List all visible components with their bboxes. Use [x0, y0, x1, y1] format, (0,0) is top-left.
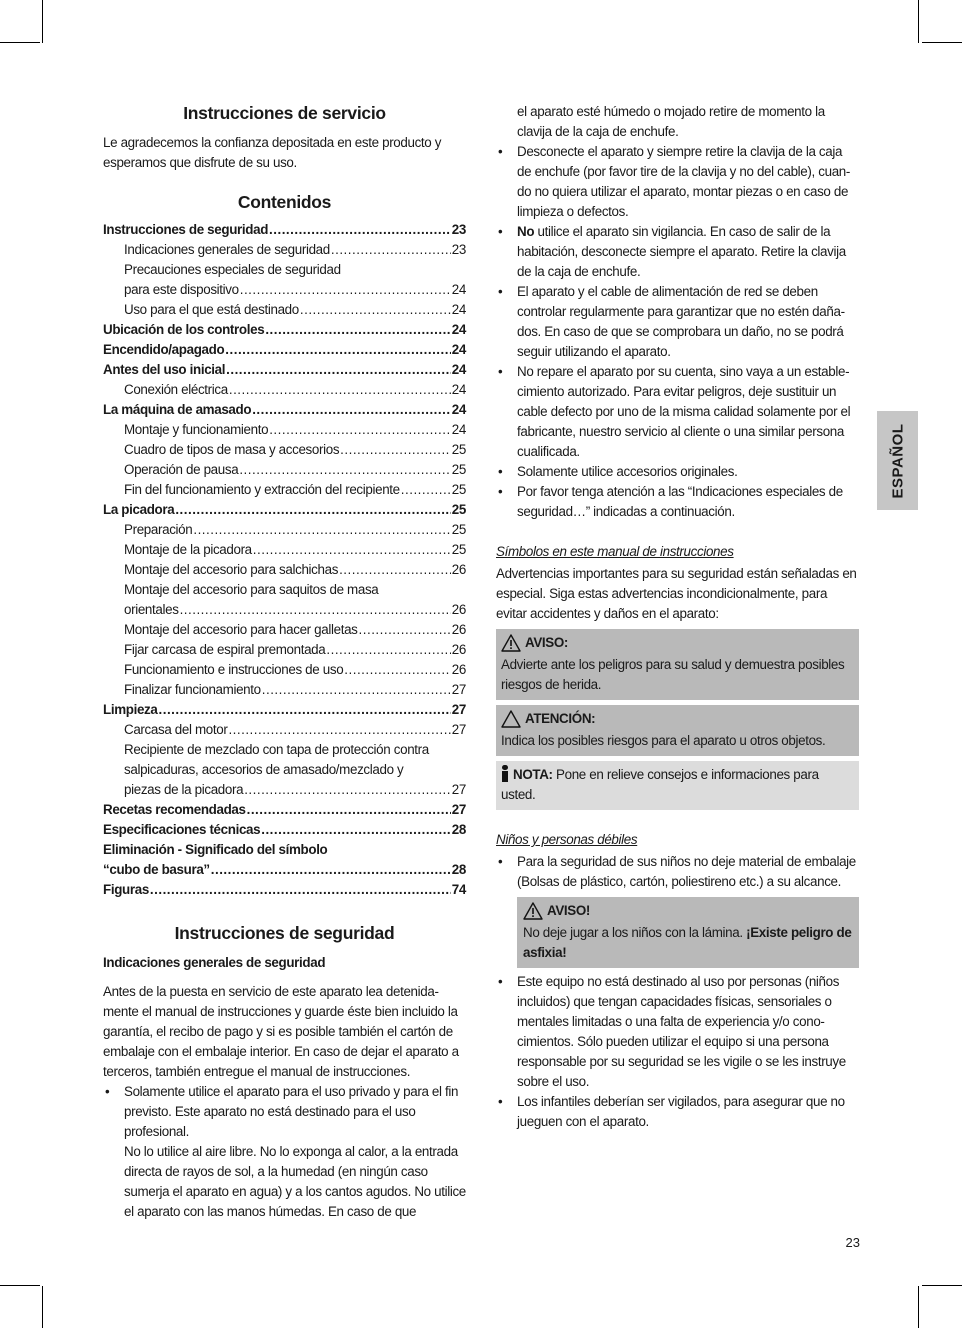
bullet-icon: •: [498, 1094, 503, 1109]
children-list: [496, 852, 859, 892]
nota-label: NOTA:: [513, 767, 553, 782]
toc-entry[interactable]: Montaje y funcionamiento ..... 24: [103, 420, 466, 440]
safety-list-continued: [496, 102, 859, 522]
info-icon: [501, 765, 509, 782]
list-item-text: Por favor tenga atención a las “Indicaciones especiales de seguridad…” indicadas a continuación.: [517, 484, 843, 519]
list-item: [496, 362, 859, 462]
list-item: [496, 972, 859, 1092]
warning-triangle-icon: [523, 902, 543, 920]
toc-entry[interactable]: orientales ..... 26: [103, 600, 466, 620]
crop-mark: [0, 1285, 40, 1286]
atencion-label: ATENCIÓN:: [525, 711, 596, 726]
toc-entry[interactable]: Especificaciones técnicas ..... 28: [103, 820, 466, 840]
list-item: [103, 1082, 466, 1222]
toc-entry[interactable]: Carcasa del motor ..... 27: [103, 720, 466, 740]
toc-entry[interactable]: Montaje de la picadora ..... 25: [103, 540, 466, 560]
toc-entry[interactable]: piezas de la picadora ..... 27: [103, 780, 466, 800]
toc-entry-line[interactable]: Precauciones especiales de seguridad: [124, 262, 341, 277]
crop-mark: [42, 0, 43, 43]
aviso-asfixia-text: No deje jugar a los niños con la lámina.: [523, 925, 747, 940]
list-item-text: Este equipo no está destinado al uso por personas (niños incluidos) que tengan capacidades físicas, sensoriales o mentales limitadas o una falta de experiencia y/o cono-cimientos. Sólo pueden utilizar el equipo si una persona responsable por su seguridad se les vigile o se les instruye sobre el uso.: [517, 974, 846, 1089]
aviso-asfixia-emphasis: ¡Existe peligro de asfixia!: [523, 925, 852, 960]
toc-entry[interactable]: Fijar carcasa de espiral premontada ..... 26: [103, 640, 466, 660]
nota-box: [496, 761, 859, 810]
bullet-icon: •: [105, 1084, 110, 1099]
toc-entry[interactable]: Montaje del accesorio para hacer galletas ..... 26: [103, 620, 466, 640]
emphasis-text: No: [517, 224, 535, 239]
section-title-simbolos: Símbolos en este manual de instrucciones: [496, 544, 734, 559]
toc-entry[interactable]: Antes del uso inicial ..... 24: [103, 360, 466, 380]
list-item: [496, 1092, 859, 1132]
children-list-cont: [496, 972, 859, 1132]
toc-entry[interactable]: “cubo de basura” ..... 28: [103, 860, 466, 880]
list-item-text: El aparato y el cable de alimentación de red se deben controlar regularmente para garantizar que no estén daña-dos. En caso de que se comprobara un daño, no se podrá seguir utilizando el aparato.: [517, 284, 845, 359]
toc-entry[interactable]: Conexión eléctrica ..... 24: [103, 380, 466, 400]
toc-entry-line[interactable]: Montaje del accesorio para saquitos de masa: [124, 582, 379, 597]
toc-entry[interactable]: Ubicación de los controles ..... 24: [103, 320, 466, 340]
safety-list: [103, 1082, 466, 1222]
atencion-box: [496, 705, 859, 756]
aviso-asfixia-box: [517, 897, 859, 968]
language-tab-label: ESPAÑOL: [889, 423, 906, 498]
symbols-text: Advertencias importantes para su seguridad están señaladas en especial. Siga estas advertencias incondicionalmente, para evitar accidentes y daños en el aparato:: [496, 566, 857, 621]
crop-mark: [918, 1286, 919, 1328]
toc-entry[interactable]: Limpieza ..... 27: [103, 700, 466, 720]
crop-mark: [918, 0, 919, 43]
list-item: [496, 852, 859, 892]
crop-mark: [42, 1286, 43, 1328]
toc-entry[interactable]: Funcionamiento e instrucciones de uso ..... 26: [103, 660, 466, 680]
toc-entry[interactable]: Preparación ..... 25: [103, 520, 466, 540]
nota-text: Pone en relieve consejos e informaciones para usted.: [501, 767, 819, 802]
toc-entry[interactable]: Indicaciones generales de seguridad ..... 23: [103, 240, 466, 260]
list-item-text: No repare el aparato por su cuenta, sino vaya a un estable-cimiento autorizado. Para evitar peligros, deje sustituir un cable defecto por uno de la misma calidad solamente por el fabricante, nuestro servicio al cliente o una similar persona cualificada.: [517, 364, 851, 459]
list-item-text: el aparato esté húmedo o mojado retire de momento la clavija de la caja de enchufe.: [517, 104, 825, 139]
aviso-asfixia-label: AVISO!: [547, 903, 591, 918]
toc-entry[interactable]: para este dispositivo ..... 24: [103, 280, 466, 300]
title-instrucciones-servicio: Instrucciones de servicio: [183, 103, 386, 123]
aviso-asfixia-body: [523, 923, 853, 963]
bullet-icon: •: [498, 974, 503, 989]
table-of-contents: [103, 220, 466, 900]
list-item-text: Los infantiles deberían ser vigilados, para asegurar que no jueguen con el aparato.: [517, 1094, 845, 1129]
list-item: [496, 142, 859, 222]
bullet-icon: •: [498, 284, 503, 299]
list-item: [496, 482, 859, 522]
left-column: [103, 102, 466, 1222]
intro-text: Le agradecemos la confianza depositada en este producto y esperamos que disfrute de su uso.: [103, 135, 442, 170]
toc-entry[interactable]: Finalizar funcionamiento ..... 27: [103, 680, 466, 700]
bullet-icon: •: [498, 484, 503, 499]
list-item-text: Para la seguridad de sus niños no deje material de embalaje (Bolsas de plástico, cartón, poliestireno etc.) a su alcance.: [517, 854, 856, 889]
toc-entry[interactable]: Figuras ..... 74: [103, 880, 466, 900]
toc-entry[interactable]: Uso para el que está destinado ..... 24: [103, 300, 466, 320]
aviso-box: [496, 629, 859, 700]
list-item: [496, 282, 859, 362]
toc-entry[interactable]: Montaje del accesorio para salchichas ..... 26: [103, 560, 466, 580]
list-item-text: Solamente utilice accesorios originales.: [517, 464, 738, 479]
section-title-ninos: Niños y personas débiles: [496, 832, 638, 847]
warning-triangle-icon: [501, 634, 521, 652]
crop-mark: [0, 42, 40, 43]
list-item-text: utilice el aparato sin vigilancia. En caso de salir de la habitación, desconecte siempre el aparato. Retire la clavija de la caja de enchufe.: [517, 224, 846, 279]
list-item: [496, 222, 859, 282]
toc-entry[interactable]: Fin del funcionamiento y extracción del recipiente ..... 25: [103, 480, 466, 500]
atencion-heading: [501, 709, 854, 729]
aviso-heading: [501, 633, 854, 653]
safety-intro-text: Antes de la puesta en servicio de este aparato lea detenida-mente el manual de instrucciones y guarde éste bien incluido la garantía, el recibo de pago y si es posible también el cartón de embalaje con el embalaje interior. En caso de dejar el aparato a terceros, también entregue el manual de instrucciones.: [103, 984, 459, 1079]
toc-entry[interactable]: Cuadro de tipos de masa y accesorios ..... 25: [103, 440, 466, 460]
page-number: 23: [845, 1235, 860, 1250]
aviso-label: AVISO:: [525, 635, 569, 650]
crop-mark: [922, 1285, 962, 1286]
bullet-icon: •: [498, 144, 503, 159]
atencion-text: Indica los posibles riesgos para el aparato u otros objetos.: [501, 733, 826, 748]
bullet-icon: •: [498, 224, 503, 239]
list-item-text: Desconecte el aparato y siempre retire la clavija de la caja de enchufe (por favor tire de la clavija y no del cable), cuan-do no quiera utilizar el aparato, montar piezas o en caso de limpieza o defectos.: [517, 144, 850, 219]
toc-entry-line[interactable]: Recipiente de mezclado con tapa de protección contra: [124, 742, 429, 757]
toc-entry-line[interactable]: salpicaduras, accesorios de amasado/mezclado y: [124, 762, 404, 777]
aviso-text: Advierte ante los peligros para su salud y demuestra posibles riesgos de herida.: [501, 657, 845, 692]
toc-entry[interactable]: La máquina de amasado ..... 24: [103, 400, 466, 420]
toc-entry[interactable]: La picadora ..... 25: [103, 500, 466, 520]
aviso-asfixia-heading: [523, 901, 853, 921]
crop-mark: [922, 42, 962, 43]
toc-entry[interactable]: Instrucciones de seguridad ..... 23: [103, 220, 466, 240]
list-item-text: Solamente utilice el aparato para el uso privado y para el fin previsto. Este aparato no está destinado para el uso profesional.: [124, 1084, 459, 1139]
list-item: [496, 102, 859, 142]
language-tab: [877, 411, 918, 510]
list-item-text: No lo utilice al aire libre. No lo exponga al calor, a la entrada directa de rayos de sol, a la humedad (en ningún caso sumerja el aparato en agua) y a los cantos agudos. No utilice el aparato con las manos húmedas. En caso de que: [124, 1144, 466, 1219]
title-contenidos: Contenidos: [237, 192, 332, 212]
list-item: [496, 462, 859, 482]
bullet-icon: •: [498, 464, 503, 479]
title-instrucciones-seguridad: Instrucciones de seguridad: [174, 923, 395, 943]
bullet-icon: •: [498, 854, 503, 869]
right-column: [496, 102, 859, 1132]
toc-entry[interactable]: Encendido/apagado ..... 24: [103, 340, 466, 360]
bullet-icon: •: [498, 364, 503, 379]
caution-triangle-icon: [501, 710, 521, 728]
toc-entry[interactable]: Recetas recomendadas ..... 27: [103, 800, 466, 820]
toc-entry[interactable]: Operación de pausa ..... 25: [103, 460, 466, 480]
toc-entry-line[interactable]: Eliminación - Significado del símbolo: [103, 842, 328, 857]
subheading-indicaciones: Indicaciones generales de seguridad: [103, 955, 326, 970]
